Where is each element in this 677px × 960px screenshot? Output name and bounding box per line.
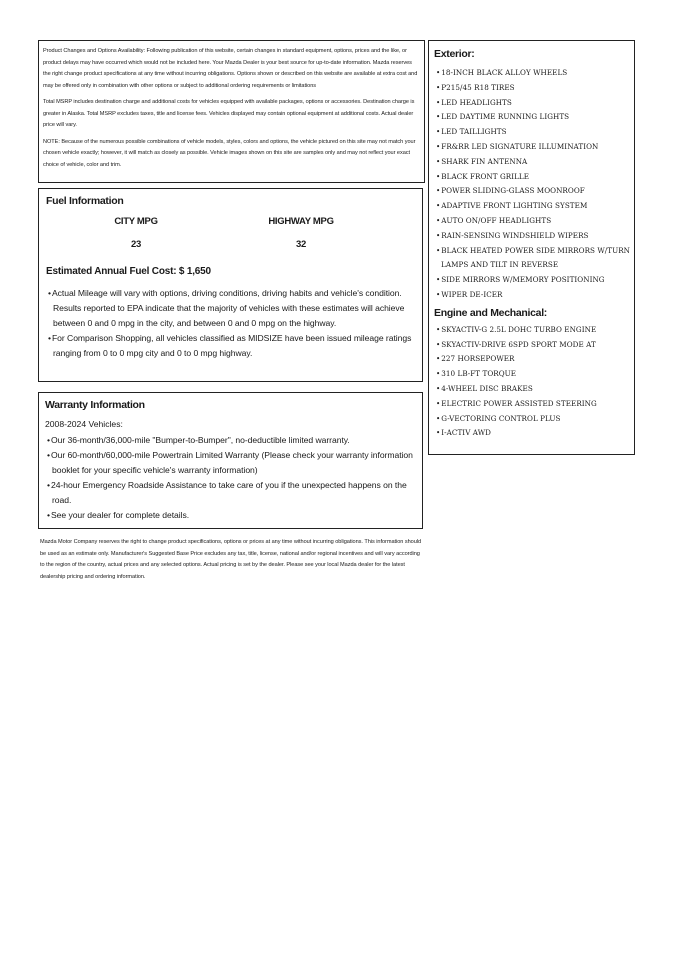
- exterior-item: • P215/45 R18 TIRES: [434, 81, 630, 96]
- mechanical-item: • I-ACTIV AWD: [434, 426, 630, 441]
- warranty-list: [45, 433, 416, 522]
- features-box: [428, 40, 635, 455]
- highway-mpg: [256, 216, 346, 250]
- mechanical-item: • 4-WHEEL DISC BRAKES: [434, 382, 630, 397]
- mechanical-item: • ELECTRIC POWER ASSISTED STEERING: [434, 397, 630, 412]
- fuel-note-comparison: • For Comparison Shopping, all vehicles classified as MIDSIZE have been issued mileage ratings ranging from 0 to 0 mpg city and 0 to 0 mpg highway.: [46, 331, 416, 361]
- mechanical-item: • G-VECTORING CONTROL PLUS: [434, 412, 630, 427]
- fuel-notes-list: [46, 286, 416, 361]
- exterior-item: • LED HEADLIGHTS: [434, 96, 630, 111]
- warranty-item: • See your dealer for complete details.: [45, 508, 416, 523]
- highway-mpg-value: 32: [296, 239, 306, 250]
- mpg-row: [46, 216, 416, 250]
- highway-mpg-label: HIGHWAY MPG: [268, 216, 334, 227]
- exterior-item: • BLACK HEATED POWER SIDE MIRRORS W/TURN LAMPS AND TILT IN REVERSE: [434, 244, 630, 274]
- exterior-item: • RAIN-SENSING WINDSHIELD WIPERS: [434, 229, 630, 244]
- notice-paragraph-msrp: Total MSRP includes destination charge and additional costs for vehicles equipped with available packages, options or accessories. Destination charge is greater in Alaska. Total MSRP excludes taxes, title and license fees. Vehicles displayed may contain optional equipment at additional costs. Actual dealer price will vary.: [43, 99, 415, 128]
- exterior-item: • 18-INCH BLACK ALLOY WHEELS: [434, 66, 630, 81]
- exterior-item: • WIPER DE-ICER: [434, 288, 630, 303]
- city-mpg-value: 23: [131, 239, 141, 250]
- warranty-heading: Warranty Information: [45, 399, 145, 411]
- exterior-item: • AUTO ON/OFF HEADLIGHTS: [434, 214, 630, 229]
- exterior-item: • POWER SLIDING-GLASS MOONROOF: [434, 184, 630, 199]
- mechanical-heading: Engine and Mechanical:: [434, 306, 548, 319]
- exterior-item: • SHARK FIN ANTENNA: [434, 155, 630, 170]
- availability-notice-box: [38, 40, 425, 183]
- exterior-item: • FR&RR LED SIGNATURE ILLUMINATION: [434, 140, 630, 155]
- annual-fuel-cost: Estimated Annual Fuel Cost: $ 1,650: [46, 266, 211, 277]
- fuel-note-mileage: • Actual Mileage will vary with options, driving conditions, driving habits and vehicle's condition. Results reported to EPA indicate that the majority of vehicles with these estimates will achieve between 0 and 0 mpg in the city, and between 0 and 0 mpg on the highway.: [46, 286, 416, 331]
- mechanical-item: • SKYACTIV-G 2.5L DOHC TURBO ENGINE: [434, 323, 630, 338]
- mechanical-item: • 227 HORSEPOWER: [434, 352, 630, 367]
- exterior-item: • BLACK FRONT GRILLE: [434, 170, 630, 185]
- mechanical-item: • SKYACTIV-DRIVE 6SPD SPORT MODE AT: [434, 338, 630, 353]
- pricing-disclaimer: Mazda Motor Company reserves the right to change product specifications, options or prices at any time without incurring obligations. This information should be used as an estimate only. Manufacturer's Suggested Base Price excludes any tax, title, license, national and/or regional incentives and will vary according to the region of the country, actual prices and any selected options. Actual pricing is set by the dealer. Please see your local Mazda dealer for the latest dealership pricing and ordering information.: [40, 539, 422, 580]
- exterior-heading: Exterior:: [434, 48, 475, 60]
- notice-paragraph-note: NOTE: Because of the numerous possible combinations of vehicle models, styles, colors and options, the vehicle pictured on this site may not match your chosen vehicle exactly; however, it will match as closely as possible. Vehicle images shown on this site are samples only and may not reflect your exact choice of vehicle, color and trim.: [43, 138, 416, 168]
- exterior-item: • LED DAYTIME RUNNING LIGHTS: [434, 110, 630, 125]
- mechanical-item: • 310 LB-FT TORQUE: [434, 367, 630, 382]
- city-mpg: [106, 216, 166, 250]
- fuel-heading: Fuel Information: [46, 195, 124, 207]
- warranty-item: • Our 36-month/36,000-mile "Bumper-to-Bumper", no-deductible limited warranty.: [45, 433, 416, 448]
- mechanical-list: [434, 323, 630, 441]
- warranty-item: • Our 60-month/60,000-mile Powertrain Limited Warranty (Please check your warranty information booklet for your specific vehicle's warranty information): [45, 448, 416, 478]
- exterior-item: • LED TAILLIGHTS: [434, 125, 630, 140]
- warranty-subtitle: 2008-2024 Vehicles:: [45, 419, 123, 429]
- warranty-information-box: [38, 392, 423, 529]
- city-mpg-label: CITY MPG: [114, 216, 158, 227]
- fuel-information-box: [38, 188, 423, 382]
- warranty-item: • 24-hour Emergency Roadside Assistance to take care of you if the unexpected happens on the road.: [45, 478, 416, 508]
- exterior-item: • SIDE MIRRORS W/MEMORY POSITIONING: [434, 273, 630, 288]
- exterior-item: • ADAPTIVE FRONT LIGHTING SYSTEM: [434, 199, 630, 214]
- exterior-list: [434, 66, 630, 303]
- notice-paragraph-availability: Product Changes and Options Availability: Following publication of this website, certain changes in standard equipment, options, prices and the like, or product delays may have occurred which would not be included here. Your Mazda Dealer is your best source for up-to-date information. Mazda reserves the right change product specifications at any time without incurring obligations. Options shown or described on this website are available at extra cost and may be offered only in combination with other options or subject to additional ordering requirements or limitations: [43, 48, 418, 89]
